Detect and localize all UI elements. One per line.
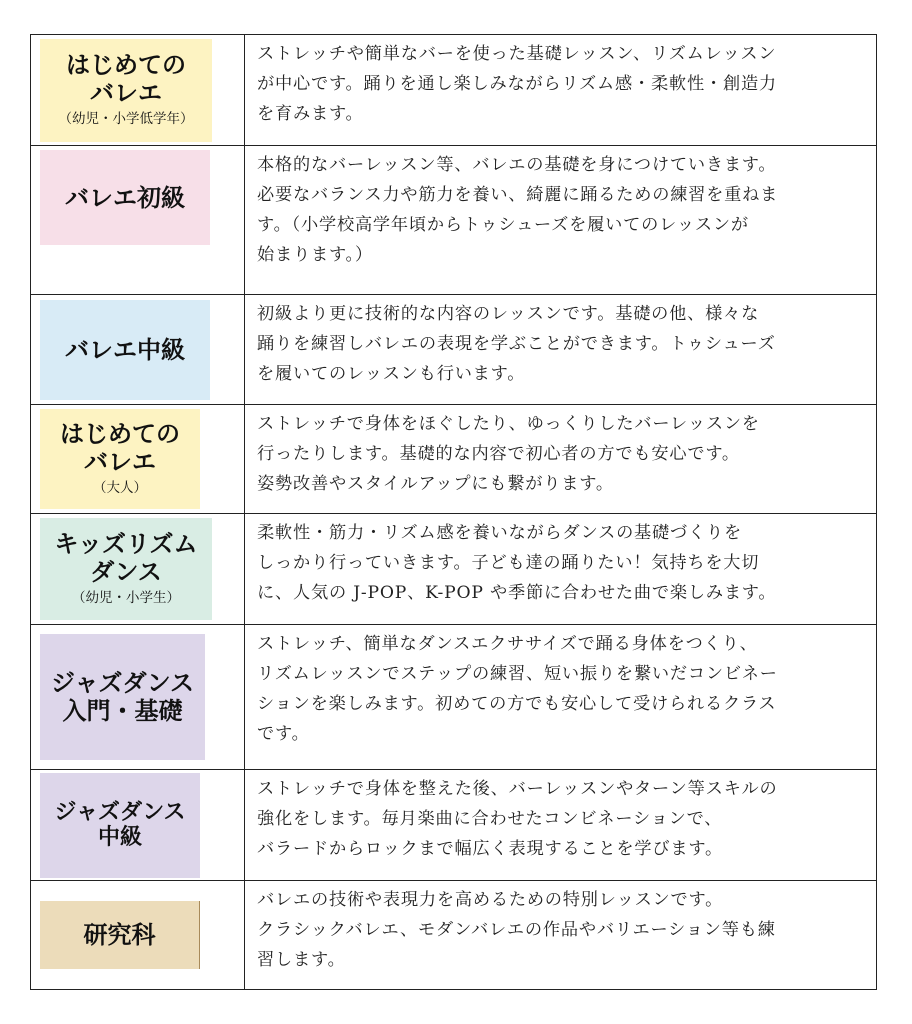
description-line: を履いてのレッスンも行います。 (257, 364, 526, 384)
class-label-line: ジャズダンス (50, 669, 195, 697)
class-description (245, 881, 876, 989)
description-line: ストレッチや簡単なバーを使った基礎レッスン、リズムレッスン (257, 44, 777, 64)
class-label-line: はじめての (66, 51, 186, 79)
description-line: を育みます。 (257, 104, 364, 124)
description-line: です。 (257, 724, 310, 744)
class-label-line: 中級 (97, 825, 142, 850)
class-description (245, 35, 876, 145)
class-label-cell (31, 514, 245, 624)
class-label-cell (31, 770, 245, 880)
class-label-line: 研究科 (83, 921, 156, 949)
class-row-beginner-ballet-kids (31, 35, 876, 146)
class-row-ballet-beginner (31, 146, 876, 295)
class-label-line: バレエ中級 (65, 335, 185, 364)
description-line: 本格的なバーレッスン等、バレエの基礎を身につけていきます。 (257, 155, 777, 175)
class-row-beginner-ballet-adult (31, 405, 876, 514)
description-line: 始まります。） (257, 245, 373, 265)
class-label-box (40, 901, 200, 969)
class-row-kids-rhythm-dance (31, 514, 876, 625)
class-label-sub: （大人） (93, 480, 147, 496)
description-line: 柔軟性・筋力・リズム感を養いながらダンスの基礎づくりを (257, 523, 742, 543)
class-label-cell (31, 35, 245, 145)
description-line: 必要なバランス力や筋力を養い、綺麗に踊るための練習を重ねま (257, 185, 779, 205)
class-row-jazz-dance-intro (31, 625, 876, 770)
description-line: 踊りを練習しバレエの表現を学ぶことができます。トゥシューズ (257, 334, 776, 354)
description-line: しっかり行っていきます。子ども達の踊りたい！気持ちを大切 (257, 553, 760, 573)
class-label-cell (31, 405, 245, 513)
class-table (30, 34, 877, 990)
class-label-box (40, 39, 212, 142)
class-row-ballet-intermediate (31, 295, 876, 405)
description-line: クラシックバレエ、モダンバレエの作品やバリエーション等も練 (257, 920, 776, 940)
class-label-cell (31, 295, 245, 404)
description-line: ストレッチで身体を整えた後、バーレッスンやターン等スキルの (257, 779, 778, 799)
class-label-line: はじめての (60, 420, 180, 448)
class-description (245, 514, 876, 624)
class-description (245, 146, 876, 294)
description-line: ストレッチ、簡単なダンスエクササイズで踊る身体をつくり、 (257, 634, 758, 654)
description-line: が中心です。踊りを通し楽しみながらリズム感・柔軟性・創造力 (257, 74, 777, 94)
description-line: 姿勢改善やスタイルアップにも繋がります。 (257, 474, 614, 494)
class-row-jazz-dance-intermediate (31, 770, 876, 881)
class-description (245, 295, 876, 404)
class-label-cell (31, 146, 245, 294)
description-line: 強化をします。毎月楽曲に合わせたコンビネーションで、 (257, 809, 723, 829)
class-description (245, 625, 876, 769)
description-line: 初級より更に技術的な内容のレッスンです。基礎の他、様々な (257, 304, 760, 324)
class-description (245, 770, 876, 880)
description-line: リズムレッスンでステップの練習、短い振りを繋いだコンビネー (257, 664, 778, 684)
description-line: 習します。 (257, 950, 346, 970)
class-description (245, 405, 876, 513)
class-label-line: バレエ (84, 448, 156, 476)
class-label-box (40, 300, 210, 400)
class-label-line: バレエ (90, 79, 162, 107)
class-label-line: 入門・基礎 (62, 697, 183, 725)
class-label-line: ダンス (90, 558, 162, 586)
description-line: バレエの技術や表現力を高めるための特別レッスンです。 (257, 890, 724, 910)
description-line: ションを楽しみます。初めての方でも安心して受けられるクラス (257, 694, 777, 714)
class-label-sub: （幼児・小学生） (72, 590, 180, 606)
class-label-cell (31, 881, 245, 989)
class-row-research-course (31, 881, 876, 990)
class-label-box (40, 518, 212, 620)
description-line: ストレッチで身体をほぐしたり、ゆっくりしたバーレッスンを (257, 414, 760, 434)
class-label-line: キッズリズム (54, 530, 198, 558)
description-line: バラードからロックまで幅広く表現することを学びます。 (257, 839, 723, 859)
class-label-line: バレエ初級 (65, 183, 185, 212)
description-line: 行ったりします。基礎的な内容で初心者の方でも安心です。 (257, 444, 740, 464)
class-label-sub: （幼児・小学低学年） (58, 111, 194, 127)
class-label-cell (31, 625, 245, 769)
description-line: す。（小学校高学年頃からトゥシューズを履いてのレッスンが (257, 215, 749, 235)
class-label-box (40, 150, 210, 245)
class-label-box (40, 634, 205, 760)
description-line: に、人気の J-POP、K-POP や季節に合わせた曲で楽しみます。 (257, 583, 777, 603)
class-label-box (40, 409, 200, 509)
class-label-box (40, 773, 200, 878)
class-label-line: ジャズダンス (54, 800, 186, 825)
